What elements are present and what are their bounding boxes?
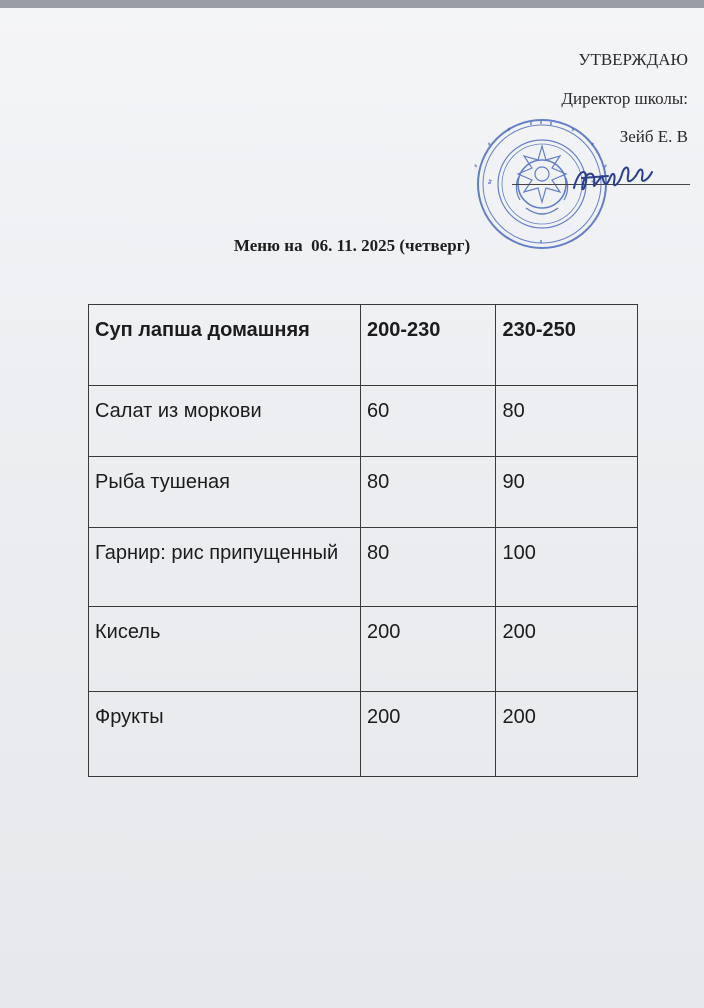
table-cell-portion-small: 80 [360,528,495,607]
photo-background-edge [0,0,704,8]
table-cell-dish: Салат из моркови [89,386,361,457]
table-row [89,386,638,457]
table-cell-portion-large: 200 [496,692,638,777]
table-cell-portion-large: 90 [496,457,638,528]
approval-name: Зейб Е. В [619,127,688,146]
table-row [89,457,638,528]
table-cell-portion-small: 200 [360,692,495,777]
approval-heading: УТВЕРЖДАЮ [578,50,688,69]
table-cell-dish: Гарнир: рис припущенный [89,528,361,607]
table-row [89,528,638,607]
menu-title: Меню на 06. 11. 2025 (четверг) [233,236,471,255]
table-row [89,607,638,692]
table-cell-portion-large: 80 [496,386,638,457]
table-cell-portion-large: 100 [496,528,638,607]
table-cell-portion-small: 200 [360,607,495,692]
table-cell-dish: Кисель [89,607,361,692]
table-cell-portion-small: 80 [360,457,495,528]
document-sheet [0,8,704,1008]
table-header-portion-large: 230-250 [496,305,638,386]
table-header-portion-small: 200-230 [360,305,495,386]
menu-table [88,304,638,777]
approval-position: Директор школы: [561,89,688,108]
table-cell-dish: Рыба тушеная [89,457,361,528]
table-cell-portion-small: 60 [360,386,495,457]
director-signature [568,158,668,202]
table-cell-portion-large: 200 [496,607,638,692]
table-row [89,692,638,777]
table-header-dish: Суп лапша домашняя [89,305,361,386]
table-header-row [89,305,638,386]
table-cell-dish: Фрукты [89,692,361,777]
